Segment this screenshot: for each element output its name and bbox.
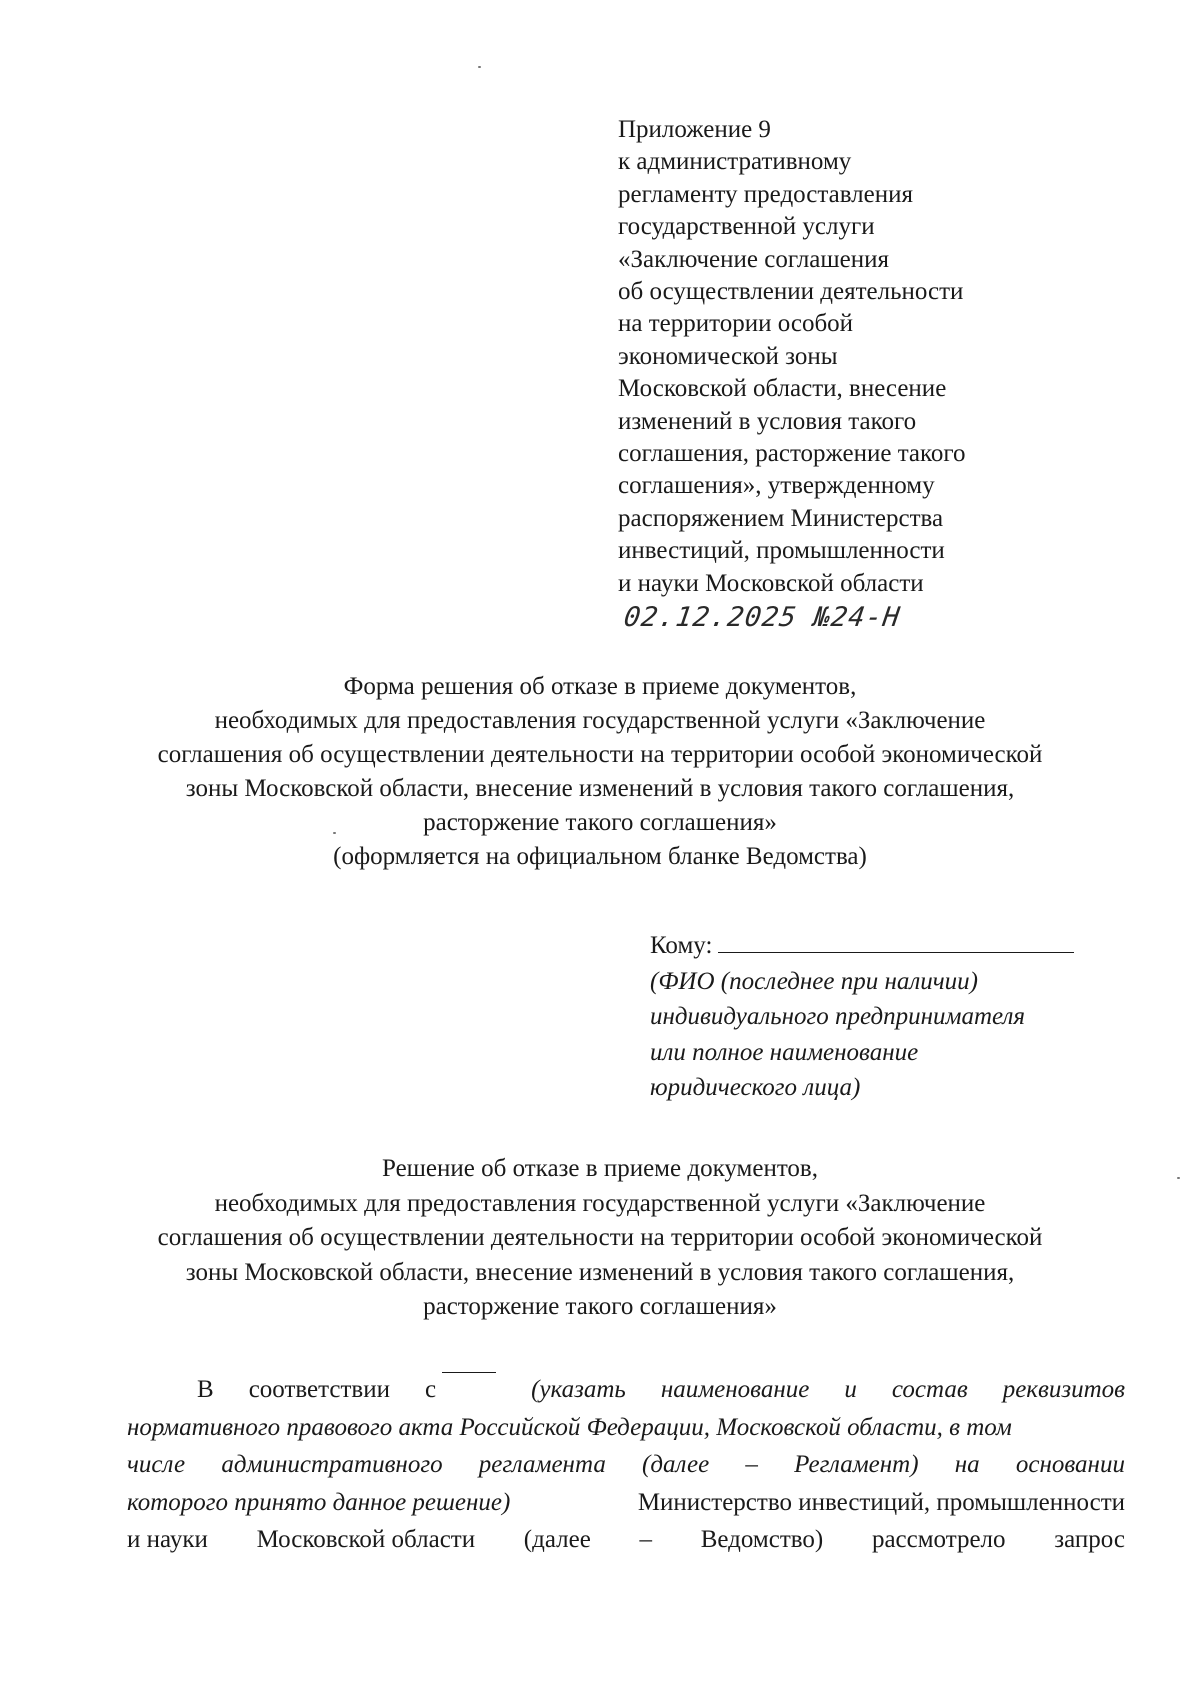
body-word: и науки bbox=[127, 1526, 208, 1553]
body-word: основании bbox=[1015, 1451, 1125, 1478]
form-title-line: (оформляется на официальном бланке Ведомства) bbox=[333, 843, 867, 870]
recipient-hint-line: юридического лица) bbox=[650, 1074, 861, 1101]
body-word: регламента bbox=[478, 1451, 606, 1478]
appendix-line: «Заключение соглашения bbox=[618, 245, 889, 273]
form-title-line: необходимых для предоставления государственной услуги «Заключение bbox=[214, 707, 986, 734]
body-word: – bbox=[639, 1526, 653, 1553]
decision-title-line: необходимых для предоставления государственной услуги «Заключение bbox=[214, 1189, 986, 1217]
appendix-line: об осуществлении деятельности bbox=[618, 278, 964, 306]
appendix-line: к административному bbox=[618, 148, 852, 176]
recipient-blank-line bbox=[718, 951, 1074, 953]
form-title-line: зоны Московской области, внесение изменений в условия такого соглашения, bbox=[185, 775, 1015, 802]
body-word: Регламент) bbox=[794, 1451, 919, 1478]
reference-blank-line bbox=[442, 1371, 496, 1373]
body-line bbox=[127, 1484, 1125, 1522]
appendix-line: государственной услуги bbox=[618, 213, 875, 241]
body-word: наименование bbox=[660, 1376, 810, 1403]
handwritten-date-number: 02.12.2025 №24-Н bbox=[621, 602, 903, 634]
recipient-hint-line: или полное наименование bbox=[650, 1038, 919, 1066]
body-word-with-blank bbox=[425, 1371, 496, 1409]
recipient-block bbox=[650, 928, 1110, 1106]
body-word: числе bbox=[127, 1451, 186, 1478]
scan-speck bbox=[1177, 1177, 1180, 1179]
decision-title-line: соглашения об осуществлении деятельности на территории особой экономической bbox=[157, 1224, 1043, 1251]
appendix-line: регламенту предоставления bbox=[618, 180, 914, 208]
body-word: В bbox=[197, 1376, 214, 1403]
recipient-label: Кому: bbox=[650, 932, 713, 959]
appendix-line: распоряжением Министерства bbox=[618, 504, 944, 532]
body-word: состав bbox=[891, 1376, 968, 1403]
form-title-line: расторжение такого соглашения» bbox=[423, 809, 777, 836]
body-word: Ведомство) bbox=[700, 1526, 824, 1553]
body-word: (далее bbox=[642, 1451, 710, 1478]
recipient-hint-line: (ФИО (последнее при наличии) bbox=[650, 967, 979, 995]
appendix-line: соглашения», утвержденному bbox=[618, 472, 935, 500]
body-word: Московской области bbox=[256, 1526, 476, 1553]
appendix-line: инвестиций, промышленности bbox=[618, 537, 945, 565]
appendix-line: и науки Московской области bbox=[618, 569, 924, 597]
appendix-line: соглашения, расторжение такого bbox=[618, 440, 966, 468]
body-word: реквизитов bbox=[1002, 1376, 1125, 1403]
body-word: запрос bbox=[1054, 1526, 1125, 1553]
body-word: которого принято данное решение) bbox=[127, 1488, 511, 1516]
recipient-label-row bbox=[650, 928, 1110, 964]
appendix-header bbox=[618, 114, 1098, 635]
decision-title-line: зоны Московской области, внесение изменений в условия такого соглашения, bbox=[185, 1258, 1015, 1286]
body-line bbox=[127, 1371, 1125, 1409]
body-word: соответствии bbox=[248, 1376, 390, 1403]
body-word: нормативного правового акта Российской Федерации, Московской области, в том bbox=[127, 1413, 1012, 1441]
appendix-line: Приложение 9 bbox=[618, 116, 771, 143]
scan-speck bbox=[333, 832, 336, 834]
scan-speck bbox=[478, 66, 481, 68]
body-word: (далее bbox=[523, 1526, 591, 1553]
appendix-line: экономической зоны bbox=[618, 342, 838, 370]
body-word: Министерство инвестиций, промышленности bbox=[637, 1488, 1125, 1516]
appendix-line: на территории особой bbox=[618, 310, 854, 338]
body-paragraph bbox=[127, 1371, 1125, 1559]
body-word: административного bbox=[221, 1451, 443, 1478]
form-title-line: Форма решения об отказе в приеме документов, bbox=[343, 673, 857, 700]
body-line bbox=[127, 1521, 1125, 1559]
decision-title-line: расторжение такого соглашения» bbox=[423, 1293, 777, 1320]
body-line bbox=[127, 1409, 1125, 1447]
body-word: – bbox=[745, 1451, 758, 1478]
body-word: с bbox=[424, 1376, 437, 1403]
decision-title bbox=[100, 1152, 1100, 1325]
body-word: на bbox=[954, 1451, 980, 1478]
body-word: (указать bbox=[531, 1376, 626, 1403]
recipient-hint-line: индивидуального предпринимателя bbox=[650, 1003, 1026, 1030]
body-word: рассмотрело bbox=[871, 1526, 1006, 1553]
decision-title-line: Решение об отказе в приеме документов, bbox=[382, 1155, 818, 1182]
body-line bbox=[127, 1446, 1125, 1484]
form-title bbox=[100, 670, 1100, 874]
appendix-line: Московской области, внесение bbox=[618, 375, 947, 403]
appendix-line: изменений в условия такого bbox=[618, 407, 917, 435]
form-title-line: соглашения об осуществлении деятельности на территории особой экономической bbox=[157, 741, 1043, 768]
body-word: и bbox=[844, 1376, 857, 1403]
